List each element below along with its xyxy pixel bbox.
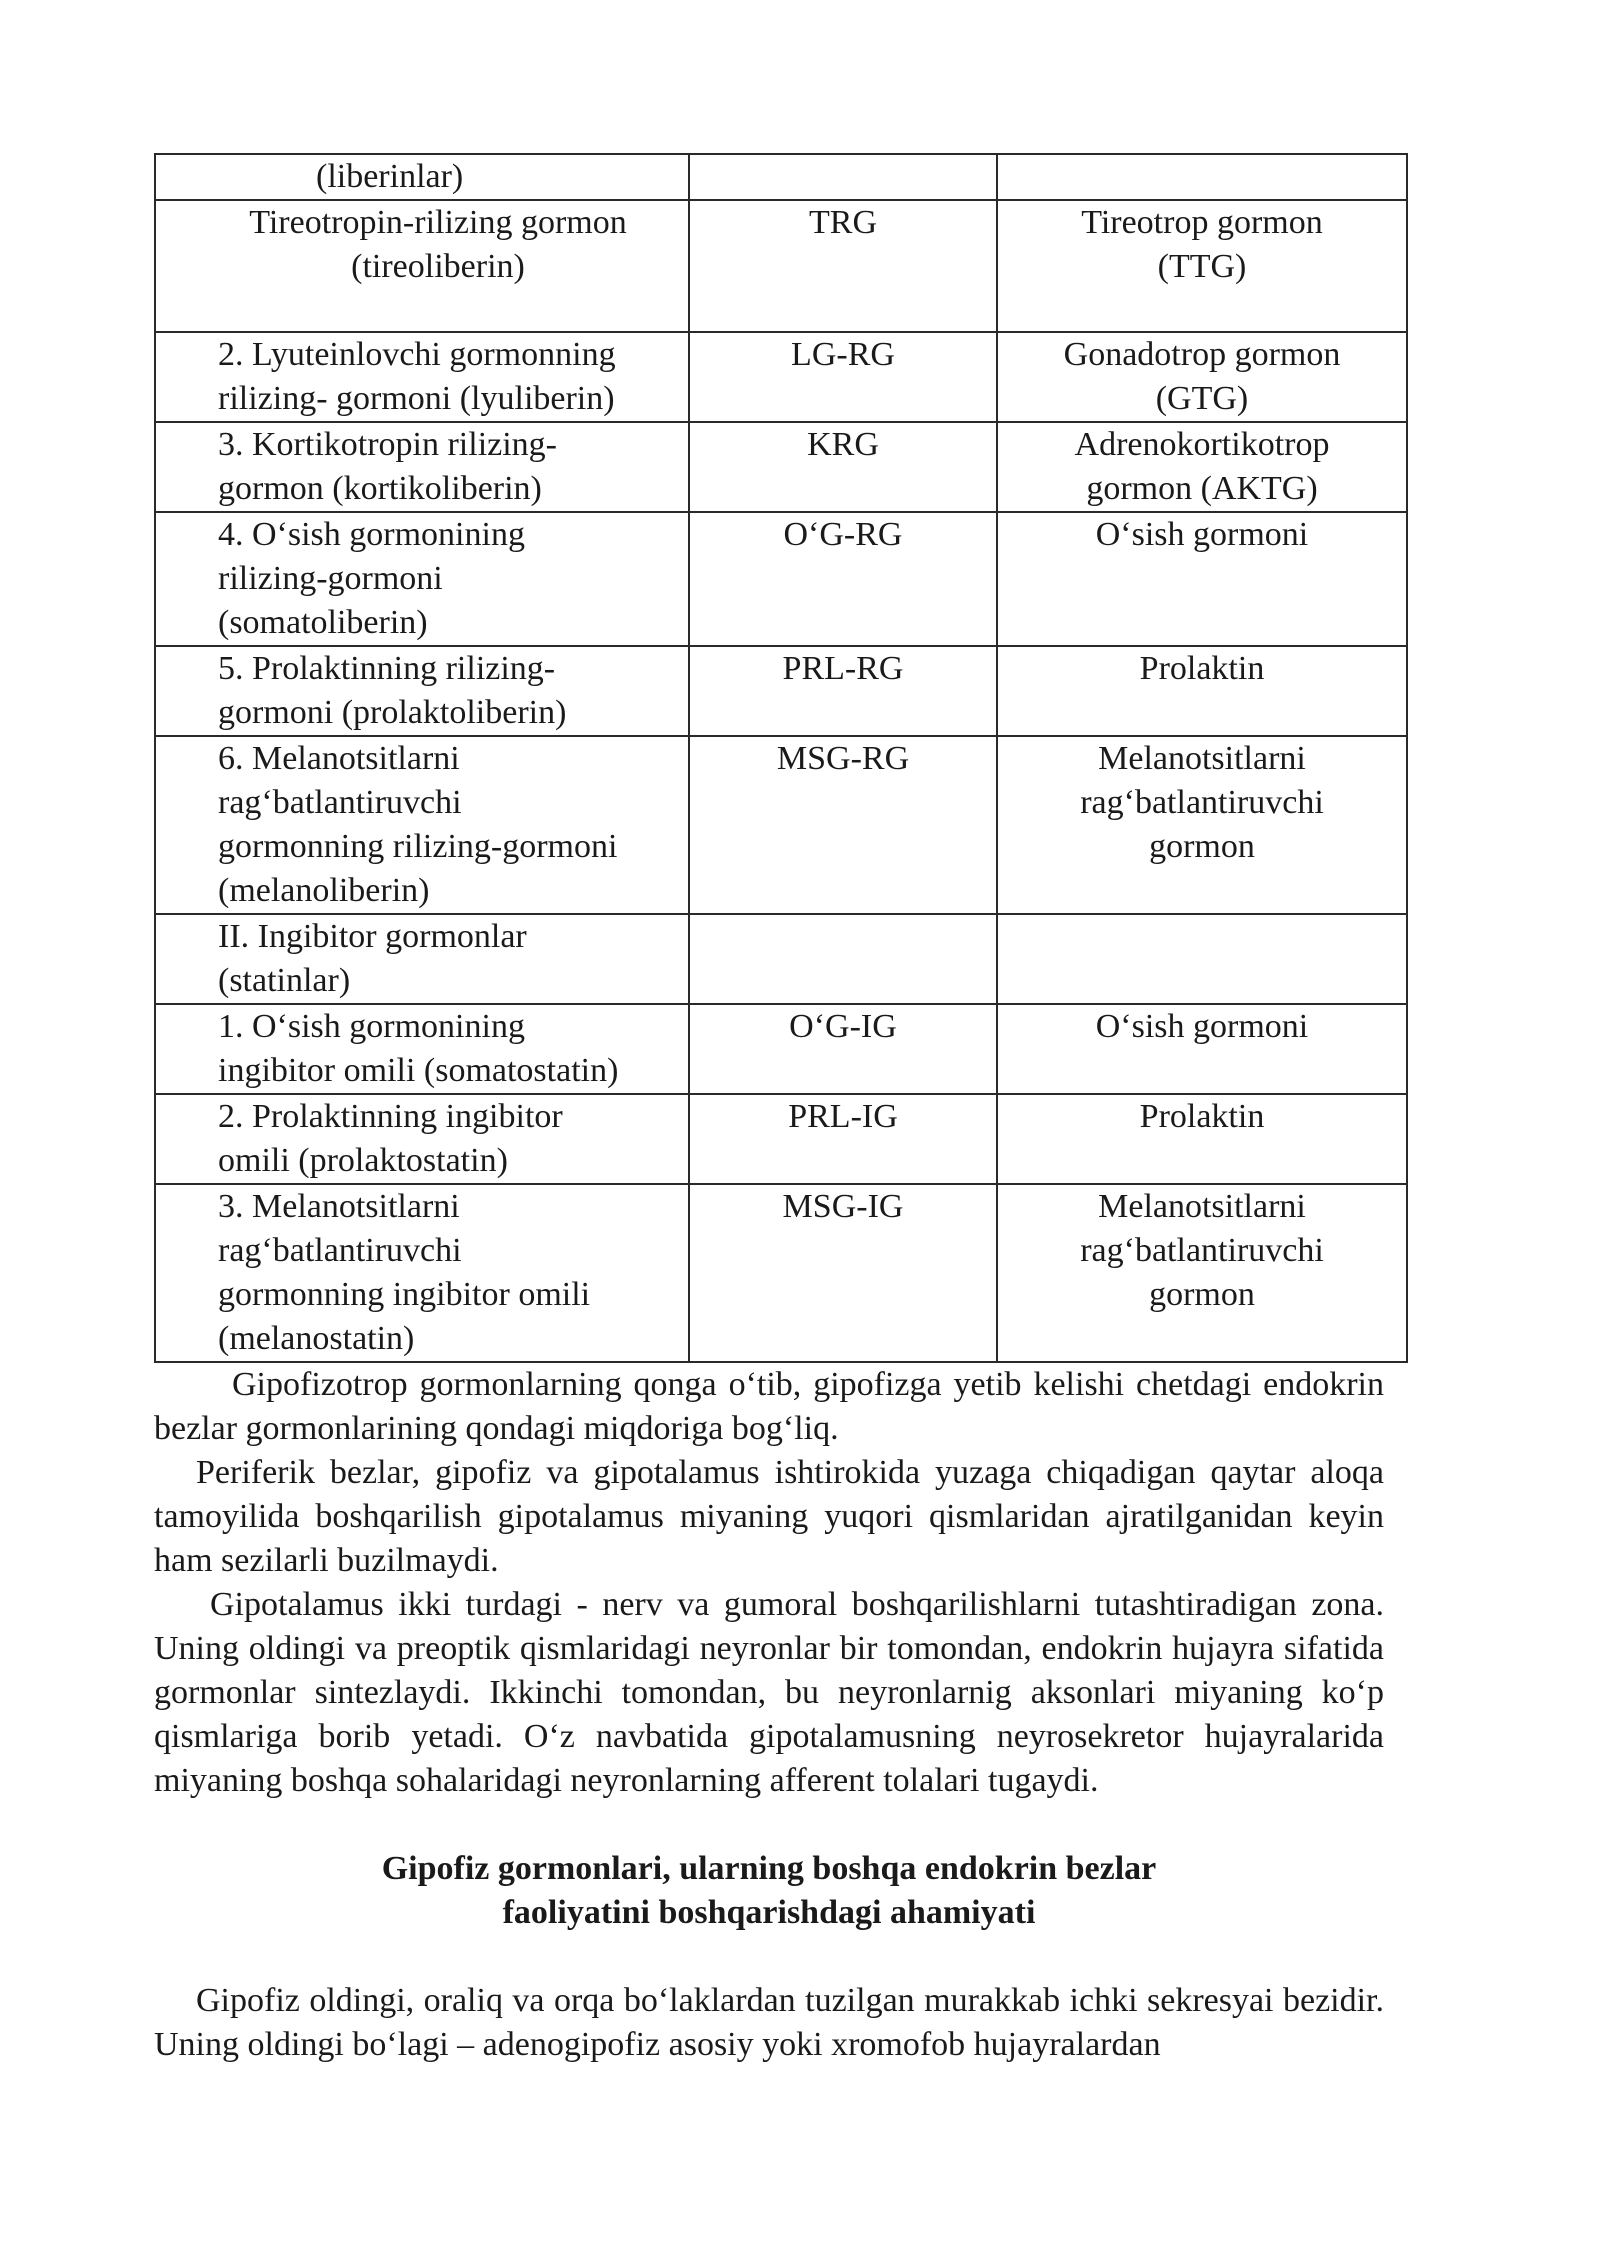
table-row [155,200,1407,332]
table-cell-target [997,914,1407,1004]
cell-text: MSG-IG [782,1188,904,1225]
cell-text: O‘G-RG [783,516,903,553]
cell-text: O‘sish gormoni [1095,516,1309,553]
table-row [155,736,1407,914]
table-cell-abbrev [689,1004,997,1094]
table-cell-name [155,422,689,512]
section-heading-line-2: faoliyatini boshqarishdagi ahamiyati [502,1894,1036,1931]
table-cell-name [155,736,689,914]
paragraph-2: Periferik bezlar, gipofiz va gipotalamus ishtirokida yuzaga chiqadigan qaytar aloqa tamoyilida boshqarilish gipotalamus miyaning yuqori qismlaridan ajratilganidan keyin ham sezilarli buzilmaydi. [154,1454,1384,1579]
table-row [155,512,1407,646]
cell-text: O‘sish gormoni [1095,1008,1309,1045]
table-cell-abbrev [689,1184,997,1362]
table-row [155,154,1407,200]
table-cell-abbrev [689,200,997,332]
table-cell-name [155,646,689,736]
spacer [154,1935,1384,1979]
cell-text: KRG [807,426,879,463]
table-cell-name [155,1004,689,1094]
table-cell-name [155,200,689,332]
table-cell-name [155,154,689,200]
cell-text: 3. Melanotsitlarni rag‘batlantiruvchi gormonning ingibitor omili (melanostatin) [218,1188,591,1357]
cell-text: LG-RG [791,336,895,373]
cell-text: Melanotsitlarni rag‘batlantiruvchi gormon [1080,1188,1324,1313]
cell-text: Adrenokortikotrop gormon (AKTG) [1074,426,1330,507]
table-cell-name [155,1094,689,1184]
table-cell-abbrev [689,154,997,200]
cell-text: MSG-RG [776,740,910,777]
table-cell-target [997,1004,1407,1094]
table-cell-name [155,914,689,1004]
cell-text: Tireotropin-rilizing gormon (tireoliberin) [249,204,627,285]
cell-text: Melanotsitlarni rag‘batlantiruvchi gormon [1080,740,1324,865]
table-cell-abbrev [689,736,997,914]
paragraph-3: Gipotalamus ikki turdagi - nerv va gumoral boshqarilishlarni tutashtiradigan zona. Uning oldingi va preoptik qismlaridagi neyronlar bir tomondan, endokrin hujayra sifatida gormonlar sintezlaydi. Ikkinchi tomondan, bu neyronlarnig aksonlari miyaning ko‘p qismlariga borib yetadi. O‘z navbatida gipotalamusning neyrosekretor hujayralarida miyaning boshqa sohalaridagi neyronlarning afferent tolalari tugaydi. [154,1586,1384,1799]
table-cell-target [997,154,1407,200]
cell-text: Prolaktin [1139,650,1265,687]
table-cell-target [997,646,1407,736]
table-cell-target [997,1184,1407,1362]
cell-text: TRG [809,204,877,241]
table-cell-name [155,512,689,646]
table-cell-target [997,736,1407,914]
table-cell-target [997,422,1407,512]
cell-text: Gonadotrop gormon (GTG) [1063,336,1341,417]
table-row [155,332,1407,422]
document-page [154,153,1384,2067]
table-cell-abbrev [689,332,997,422]
cell-text: 6. Melanotsitlarni rag‘batlantiruvchi gormonning rilizing-gormoni (melanoliberin) [218,740,618,909]
paragraph-1: Gipofizotrop gormonlarning qonga o‘tib, gipofizga yetib kelishi chetdagi endokrin bezlar gormonlarining qondagi miqdoriga bog‘liq. [154,1366,1384,1447]
table-cell-target [997,512,1407,646]
cell-text: PRL-RG [782,650,904,687]
cell-text: 4. O‘sish gormonining rilizing-gormoni (somatoliberin) [218,516,525,641]
table-cell-abbrev [689,1094,997,1184]
spacer [154,1803,1384,1847]
cell-text: II. Ingibitor gormonlar (statinlar) [218,918,527,999]
cell-text: PRL-IG [788,1098,898,1135]
table-cell-target [997,332,1407,422]
hormone-table [154,153,1408,1363]
paragraph-4: Gipofiz oldingi, oraliq va orqa bo‘laklardan tuzilgan murakkab ichki sekresyai bezidir. Uning oldingi bo‘lagi – adenogipofiz asosiy yoki xromofob hujayralardan [154,1982,1384,2063]
cell-text: 3. Kortikotropin rilizing- gormon (kortikoliberin) [218,426,558,507]
table-cell-abbrev [689,512,997,646]
table-row [155,1184,1407,1362]
table-cell-abbrev [689,914,997,1004]
table-row [155,1094,1407,1184]
cell-text: 2. Prolaktinning ingibitor omili (prolaktostatin) [218,1098,563,1179]
cell-text: 2. Lyuteinlovchi gormonning rilizing- gormoni (lyuliberin) [218,336,616,417]
table-cell-name [155,332,689,422]
cell-text: Tireotrop gormon (TTG) [1081,204,1323,285]
section-heading-line-1: Gipofiz gormonlari, ularning boshqa endokrin bezlar [381,1850,1157,1887]
cell-text: 1. O‘sish gormonining ingibitor omili (somatostatin) [218,1008,619,1089]
table-cell-abbrev [689,422,997,512]
table-cell-abbrev [689,646,997,736]
table-row [155,914,1407,1004]
table-row [155,1004,1407,1094]
cell-text: 5. Prolaktinning rilizing- gormoni (prolaktoliberin) [218,650,567,731]
table-cell-name [155,1184,689,1362]
table-cell-target [997,1094,1407,1184]
cell-text: Prolaktin [1139,1098,1265,1135]
cell-text: (liberinlar) [316,158,464,195]
table-row [155,422,1407,512]
table-row [155,646,1407,736]
cell-text: O‘G-IG [789,1008,897,1045]
table-cell-target [997,200,1407,332]
